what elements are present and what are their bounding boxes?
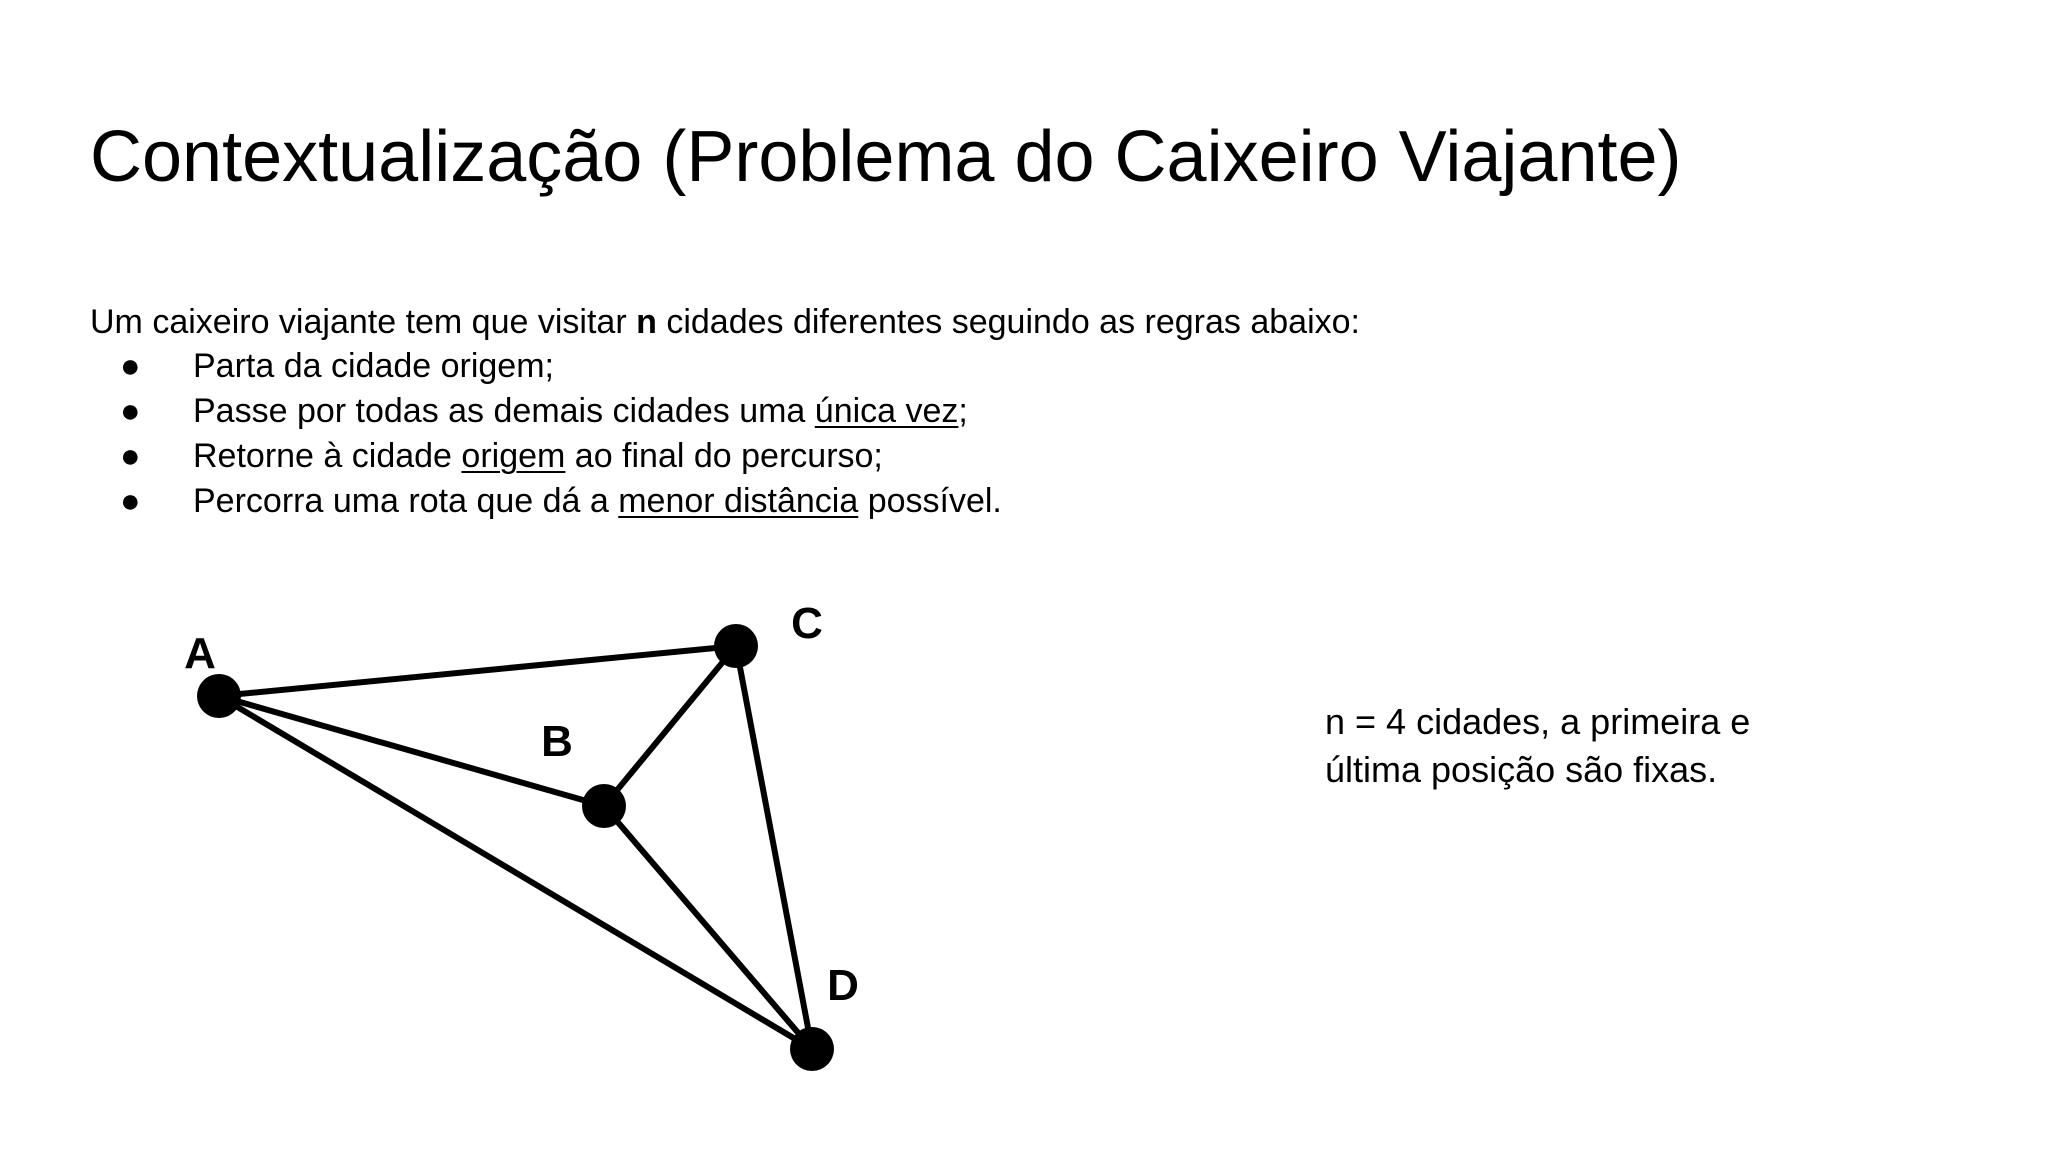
rule-emphasis: menor distância <box>618 482 859 520</box>
note-line-1: n = 4 cidades, a primeira e <box>1325 701 1751 742</box>
slide-title: Contextualização (Problema do Caixeiro Viajante) <box>90 117 1682 197</box>
rule-text-end: ; <box>958 392 968 430</box>
rule-text: Parta da cidade origem; <box>193 347 554 385</box>
rule-text-end: ao final do percurso; <box>565 437 883 475</box>
city-label-d: D <box>827 961 859 1010</box>
edge-a-d <box>219 696 812 1049</box>
rule-text: Retorne à cidade <box>193 437 462 475</box>
edge-b-d <box>604 806 812 1049</box>
city-label-c: C <box>791 599 823 648</box>
city-node-d <box>790 1027 834 1071</box>
edge-a-c <box>219 646 736 696</box>
intro-text-end: cidades diferentes seguindo as regras abaixo: <box>656 303 1360 341</box>
rule-emphasis: origem <box>461 437 566 475</box>
city-node-c <box>714 624 758 668</box>
bullet-icon: ● <box>120 392 141 430</box>
edge-b-c <box>604 646 736 806</box>
rule-text-end: possível. <box>858 482 1002 520</box>
city-node-a <box>197 674 241 718</box>
intro-text-start: Um caixeiro viajante tem que visitar <box>90 303 637 341</box>
city-node-b <box>582 784 626 828</box>
bullet-icon: ● <box>120 347 141 385</box>
intro-variable-n: n <box>636 303 657 341</box>
city-label-a: A <box>184 629 216 678</box>
rule-text: Percorra uma rota que dá a <box>193 482 619 520</box>
city-label-b: B <box>541 717 573 766</box>
edge-c-d <box>736 646 812 1049</box>
rule-text: Passe por todas as demais cidades uma <box>193 392 815 430</box>
note-text <box>1325 698 1750 794</box>
bullet-icon: ● <box>120 437 141 475</box>
note-line-2: última posição são fixas. <box>1325 749 1718 790</box>
rule-emphasis: única vez <box>814 392 959 430</box>
bullet-icon: ● <box>120 482 141 520</box>
